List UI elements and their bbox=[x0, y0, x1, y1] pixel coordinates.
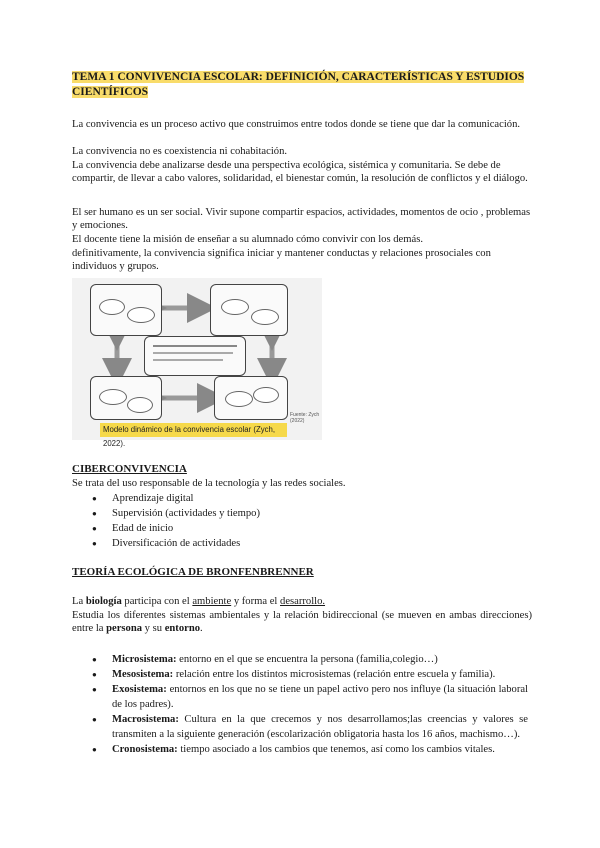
diagram-oval bbox=[127, 307, 155, 323]
diagram-oval bbox=[221, 299, 249, 315]
diagram-oval bbox=[99, 299, 125, 315]
intro-paragraph-1: La convivencia es un proceso activo que construimos entre todos donde se tiene que dar la comunicación. bbox=[72, 119, 521, 130]
ciberconvivencia-text: Se trata del uso responsable de la tecnología y las redes sociales. bbox=[72, 478, 346, 489]
diagram-box-top-right bbox=[210, 284, 288, 336]
diagram-source: Fuente: Zych (2022) bbox=[290, 412, 320, 424]
diagram-oval bbox=[253, 387, 279, 403]
diagram-box-bottom-left bbox=[90, 376, 162, 420]
diagram-text-line bbox=[153, 345, 237, 347]
convivencia-diagram-image bbox=[72, 278, 322, 448]
list-item: ● Cronosistema: tiempo asociado a los cambios que tenemos, así como los cambios vitales. bbox=[92, 742, 528, 757]
list-item: ● Macrosistema: Cultura en la que crecemos y nos desarrollamos;las creencias y valores se transmiten a la siguiente generación (escolarización obligatoria hasta los 16 años, machismo…). bbox=[92, 712, 528, 742]
diagram-box-bottom-right bbox=[214, 376, 288, 420]
list-item: ● Edad de inicio bbox=[92, 521, 260, 536]
list-item: ● Supervisión (actividades y tiempo) bbox=[92, 506, 260, 521]
intro-paragraph-6: definitivamente, la convivencia significa iniciar y mantener conductas y relaciones prosociales con individuos y grupos. bbox=[72, 248, 491, 273]
intro-paragraph-3: La convivencia debe analizarse desde una perspectiva ecológica, sistémica y comunitaria. Se debe de compartir, de llevar a cabo valores, solidaridad, el bienestar común, la resolución de conflictos y el diálogo. bbox=[72, 160, 528, 185]
bronfenbrenner-paragraph-2: Estudia los diferentes sistemas ambientales y la relación bidireccional (se mueven en ambas direcciones) entre la persona y su entorno. bbox=[72, 610, 532, 635]
diagram-oval bbox=[225, 391, 253, 407]
diagram-text-line bbox=[153, 352, 233, 354]
diagram-caption: Modelo dinámico de la convivencia escolar (Zych, 2022). bbox=[100, 423, 287, 437]
diagram-box-top-left bbox=[90, 284, 162, 336]
intro-paragraph-5: El docente tiene la misión de enseñar a su alumnado cómo convivir con los demás. bbox=[72, 234, 423, 245]
diagram-oval bbox=[99, 389, 127, 405]
intro-paragraph-4: El ser humano es un ser social. Vivir supone compartir espacios, actividades, momentos de ocio , problemas y emociones. bbox=[72, 207, 531, 232]
diagram-box-center bbox=[144, 336, 246, 376]
list-item: ● Aprendizaje digital bbox=[92, 491, 260, 506]
ciberconvivencia-list bbox=[92, 491, 260, 551]
diagram-oval bbox=[127, 397, 153, 413]
intro-paragraph-2: La convivencia no es coexistencia ni cohabitación. bbox=[72, 146, 288, 157]
list-item: ● Exosistema: entornos en los que no se tiene un papel activo pero nos influye (la situación laboral de los padres). bbox=[92, 682, 528, 712]
diagram-text-line bbox=[153, 359, 223, 361]
page-title: TEMA 1 CONVIVENCIA ESCOLAR: DEFINICIÓN, CARACTERÍSTICAS Y ESTUDIOS CIENTÍFICOS bbox=[72, 71, 525, 98]
list-item: ● Diversificación de actividades bbox=[92, 536, 260, 551]
bronfenbrenner-systems-list bbox=[92, 652, 528, 757]
bronfenbrenner-heading: TEORÍA ECOLÓGICA DE BRONFENBRENNER bbox=[72, 566, 314, 578]
list-item: ● Mesosistema: relación entre los distintos microsistemas (relación entre escuela y familia). bbox=[92, 667, 528, 682]
ciberconvivencia-heading: CIBERCONVIVENCIA bbox=[72, 463, 187, 475]
list-item: ● Microsistema: entorno en el que se encuentra la persona (familia,colegio…) bbox=[92, 652, 528, 667]
bronfenbrenner-paragraph-1: La biología participa con el ambiente y forma el desarrollo. bbox=[72, 596, 326, 607]
diagram-oval bbox=[251, 309, 279, 325]
